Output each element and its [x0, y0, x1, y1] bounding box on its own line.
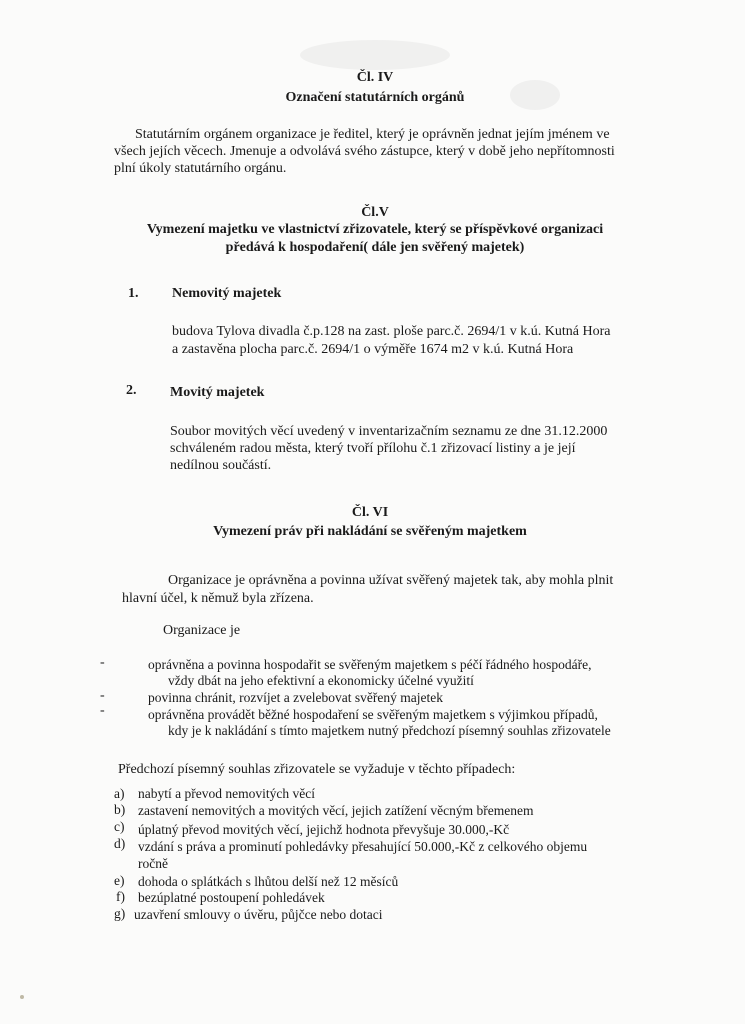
case-letter: c)	[114, 819, 125, 834]
case-letter: g)	[114, 906, 126, 921]
case-letter: b)	[114, 802, 126, 817]
consent-intro: Předchozí písemný souhlas zřizovatele se vyžaduje v těchto případech:	[118, 762, 516, 777]
case-letter: e)	[114, 873, 125, 888]
article-5-title-line: Vymezení majetku ve vlastnictví zřizovatele, který se příspěvkové organizaci	[146, 222, 604, 237]
dash-item-line: kdy je k nakládání s tímto majetkem nutný předchozí písemný souhlas zřizovatele	[168, 723, 611, 738]
item-1-number: 1.	[128, 286, 139, 301]
scan-speck	[20, 995, 24, 999]
item-1-line: budova Tylova divadla č.p.128 na zast. ploše parc.č. 2694/1 v k.ú. Kutná Hora	[172, 324, 611, 339]
dash-marker: -	[100, 655, 105, 670]
item-2-line: nedílnou součástí.	[170, 458, 272, 473]
article-5-title-line: předává k hospodaření( dále jen svěřený majetek)	[225, 240, 525, 255]
organization-intro: Organizace je	[163, 623, 241, 638]
case-line: ročně	[138, 856, 168, 871]
case-letter: d)	[114, 836, 126, 851]
case-line: uzavření smlouvy o úvěru, půjčce nebo dotaci	[134, 907, 383, 922]
case-letter: a)	[114, 786, 125, 801]
item-2-title: Movitý majetek	[170, 385, 265, 400]
article-4-paragraph-line: všech jejích věcech. Jmenuje a odvolává svého zástupce, který v době jeho nepřítomnosti	[114, 144, 615, 159]
case-line: zastavení nemovitých a movitých věcí, jejich zatížení věcným břemenem	[138, 803, 534, 818]
item-2-number: 2.	[126, 383, 137, 398]
case-line: úplatný převod movitých věcí, jejichž hodnota převyšuje 30.000,-Kč	[138, 822, 510, 837]
article-6-paragraph-line: hlavní účel, k němuž byla zřízena.	[122, 591, 314, 606]
dash-item-line: povinna chránit, rozvíjet a zvelebovat svěřený majetek	[148, 690, 444, 705]
case-line: dohoda o splátkách s lhůtou delší než 12 měsíců	[138, 874, 399, 889]
case-line: bezúplatné postoupení pohledávek	[138, 890, 325, 905]
item-2-line: Soubor movitých věcí uvedený v inventarizačním seznamu ze dne 31.12.2000	[170, 424, 608, 439]
dash-marker: -	[100, 703, 105, 718]
article-6-title: Vymezení práv při nakládání se svěřeným majetkem	[213, 524, 527, 539]
article-4-title: Označení statutárních orgánů	[285, 90, 465, 105]
case-line: nabytí a převod nemovitých věcí	[138, 786, 315, 801]
case-letter: f)	[116, 889, 125, 904]
dash-marker: -	[100, 688, 105, 703]
article-6-paragraph-line: Organizace je oprávněna a povinna užívat svěřený majetek tak, aby mohla plnit	[168, 573, 614, 588]
scan-bleed-mark	[300, 40, 450, 70]
article-6-number: Čl. VI	[351, 505, 389, 520]
article-4-number: Čl. IV	[356, 70, 394, 85]
dash-item-line: vždy dbát na jeho efektivní a ekonomicky účelné využití	[168, 673, 474, 688]
scan-bleed-mark	[510, 80, 560, 110]
item-2-line: schváleném radou města, který tvoří přílohu č.1 zřizovací listiny a je její	[170, 441, 576, 456]
dash-item-line: oprávněna a povinna hospodařit se svěřeným majetkem s péčí řádného hospodáře,	[148, 657, 592, 672]
article-4-paragraph-line: Statutárním orgánem organizace je ředitel, který je oprávněn jednat jejím jménem ve	[135, 127, 610, 142]
article-4-paragraph-line: plní úkoly statutárního orgánu.	[114, 161, 287, 176]
case-line: vzdání s práva a prominutí pohledávky přesahující 50.000,-Kč z celkového objemu	[138, 839, 588, 854]
article-5-number: Čl.V	[361, 205, 389, 220]
dash-item-line: oprávněna provádět běžné hospodaření se svěřeným majetkem s výjimkou případů,	[148, 707, 598, 722]
item-1-title: Nemovitý majetek	[172, 286, 282, 301]
item-1-line: a zastavěna plocha parc.č. 2694/1 o výměře 1674 m2 v k.ú. Kutná Hora	[172, 342, 574, 357]
